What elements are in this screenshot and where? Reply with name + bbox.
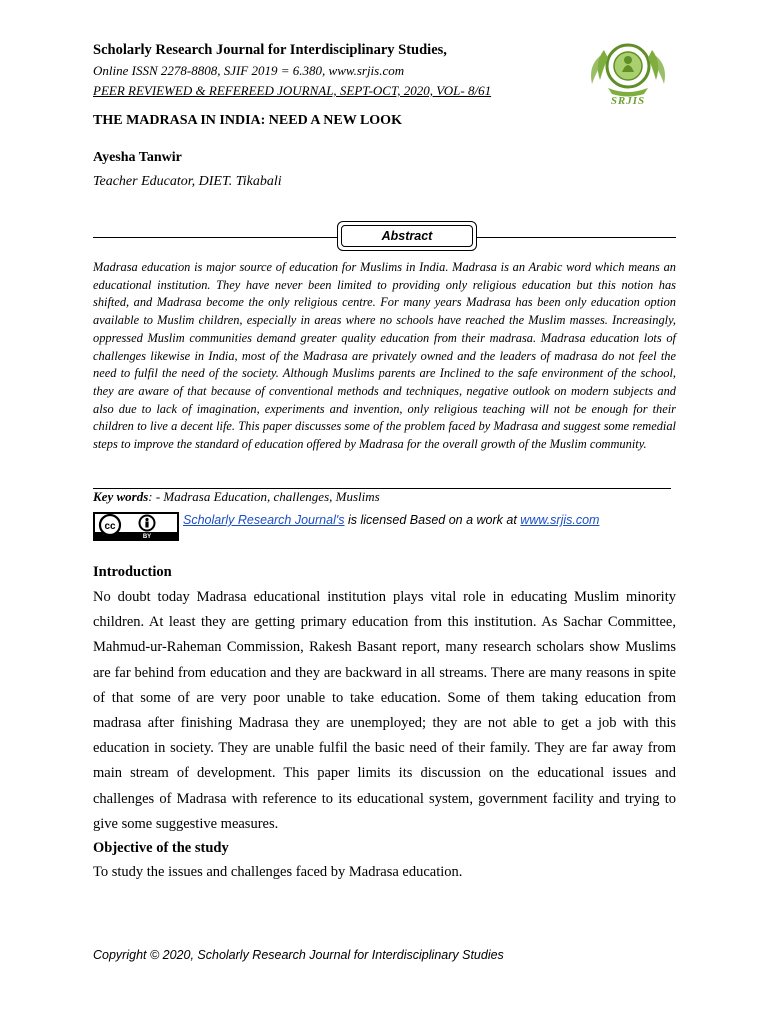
srjis-site-link[interactable]: www.srjis.com	[520, 513, 600, 527]
copyright-footer: Copyright © 2020, Scholarly Research Journal for Interdisciplinary Studies	[93, 948, 504, 962]
keywords-text: : - Madrasa Education, challenges, Muslims	[148, 489, 380, 504]
abstract-text: Madrasa education is major source of education for Muslims in India. Madrasa is an Arabic word which means an educational institution. They have never been limited to providing only religious education but this notion has shifted, and Madrasa become the only religious centre. For many years Madrasa has been only education option available to Muslim children, especially in areas where no schools have reached the Muslim masses. Increasingly, oppressed Muslim communities demand greater quality education from their madrasa. Madrasa education lots of challenges likewise in India, most of the Madrasa are privately owned and the leaders of madrasa do not feel the need to fulfil the need of the society. Although Muslims parents are Inclined to the safe environment of the school, they are aware of that because of conventional methods and techniques, negative outlook on modern subjects and also due to lack of imagination, experiments and invention, only religious teaching will not be enough for their children to live a decent life. This paper discusses some of the problem faced by Madrasa and suggest some remedial steps to improve the standard of education offered by Madrasa for the overall growth of the Muslim community.	[93, 260, 676, 452]
paper-title: THE MADRASA IN INDIA: NEED A NEW LOOK	[93, 113, 402, 128]
objective-heading: Objective of the study	[93, 840, 229, 856]
abstract-rule-left	[93, 237, 337, 238]
introduction-heading: Introduction	[93, 564, 172, 580]
journal-license-link[interactable]: Scholarly Research Journal's	[183, 513, 345, 527]
introduction-text: No doubt today Madrasa educational institution plays vital role in educating Muslim minority children. At least they are getting primary education from this institution. As Sachar Committee, Mahmud-ur-Raheman Commission, Rakesh Basant report, many research scholars show Muslims are far behind from education and they are backward in all streams. There are many reasons in spite of that some of are very poor unable to take education. Some of them taking education from madrasa after finishing Madrasa they are unemployed; they are not able to get a job with this education in society. They are unable fulfil the basic need of their family. They are far away from main stream of development. This paper limits its discussion on the educational issues and challenges of Madrasa with reference to its educational system, government facility and trying to give some suggestive measures.	[93, 589, 676, 832]
abstract-label-box	[337, 221, 477, 251]
logo-text: SRJIS	[610, 95, 646, 107]
journal-issn-line: Online ISSN 2278-8808, SJIF 2019 = 6.380, www.srjis.com	[93, 63, 405, 78]
journal-name: Scholarly Research Journal for Interdisciplinary Studies,	[93, 42, 447, 58]
abstract-rule-right	[477, 237, 676, 238]
keywords-label: Key words	[93, 489, 149, 504]
svg-text:BY: BY	[142, 534, 152, 540]
cc-by-license-icon[interactable]	[93, 512, 179, 541]
license-statement	[183, 513, 599, 527]
abstract-label: Abstract	[341, 225, 473, 247]
author-affiliation: Teacher Educator, DIET. Tikabali	[93, 174, 282, 189]
keywords	[93, 489, 380, 505]
license-middle-text: is licensed Based on a work at	[344, 513, 521, 527]
svg-text:cc: cc	[104, 521, 116, 532]
journal-peer-review-line: PEER REVIEWED & REFEREED JOURNAL, SEPT-OCT, 2020, VOL- 8/61	[93, 83, 492, 98]
objective-text: To study the issues and challenges faced by Madrasa education.	[93, 864, 463, 880]
author-name: Ayesha Tanwir	[93, 150, 182, 165]
srjis-logo	[578, 36, 678, 108]
